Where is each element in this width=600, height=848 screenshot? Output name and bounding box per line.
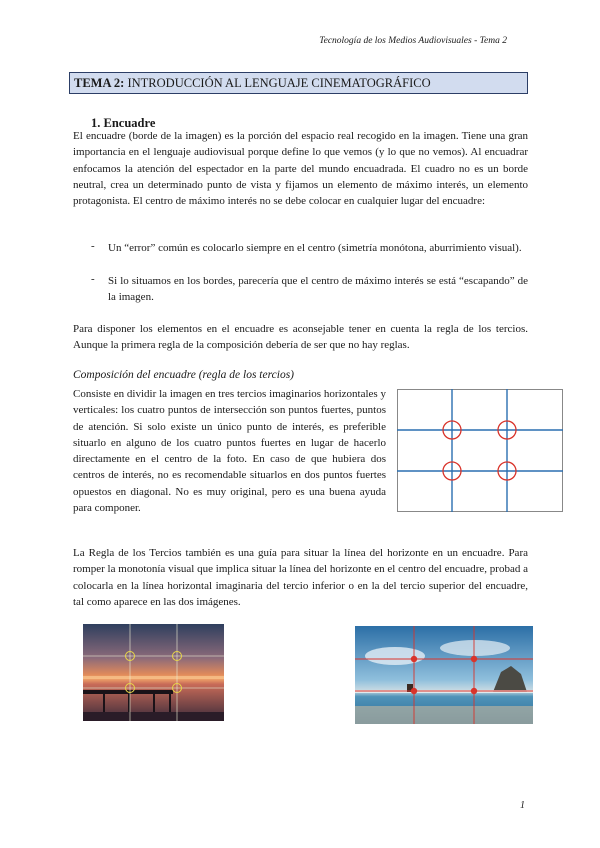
rule-paragraph: Para disponer los elementos en el encuadre es aconsejable tener en cuenta la regla de los tercios. Aunque la primera regla de la composición debería de ser que no hay reglas. (73, 323, 528, 352)
diagram-frame (398, 390, 563, 512)
section-heading: 1. Encuadre (91, 116, 156, 130)
composition-subheading: Composición del encuadre (regla de los tercios) (73, 369, 295, 381)
chapter-title: INTRODUCCIÓN AL LENGUAJE CINEMATOGRÁFICO (124, 76, 431, 90)
chapter-label: TEMA 2: (74, 76, 125, 90)
page-number: 1 (520, 800, 525, 811)
bullet-item-edges: Si lo situamos en los bordes, parecería que el centro de máximo interés se está “escapando” de la imagen. (108, 275, 528, 304)
bullet-marker: - (91, 273, 95, 285)
composition-paragraph: Consiste en dividir la imagen en tres tercios imaginarios horizontales y verticales: los cuatro puntos de intersección son puntos fuertes, puntos de atención. Si solo existe un único punto de interés, es preferible situarlo en alguno de los cuatro puntos fuertes en lugar de hacerlo directamente en el centro de la foto. En caso de que hubiera dos centros de interés, no es recomendable situarlos en dos puntos fuertes opuestos en diagonal. No es muy original, pero es una buena ayuda para componer. (73, 388, 386, 515)
chapter-title-box (69, 72, 528, 94)
bullet-item-center-error: Un “error” común es colocarlo siempre en el centro (simetría monótona, aburrimiento visual). (108, 242, 522, 254)
intro-paragraph: El encuadre (borde de la imagen) es la porción del espacio real recogido en la imagen. Tiene una gran importancia en el lenguaje audiovisual porque define lo que vemos (y lo que no vemos). Al encuadrar enfocamos la atención del espectador en la parte del mundo encuadrada. El cuadro no es un borde neutral, crea un determinado punto de vista y fijamos un elemento de máximo interés, un elemento protagonista. El centro de máximo interés no se debe colocar en cualquier lugar del encuadre: (73, 130, 528, 208)
horizon-paragraph: La Regla de los Tercios también es una guía para situar la línea del horizonte en un encuadre. Para romper la monotonía visual que implica situar la línea del horizonte en el centro del encuadre, probad a colocarla en la línea horizontal imaginaria del tercio inferior o en la del tercio superior del encuadre, tal como aparece en las dos imágenes. (73, 547, 528, 608)
sunset-pier-photo (83, 624, 224, 721)
bullet-marker: - (91, 240, 95, 252)
running-header: Tecnología de los Medios Audiovisuales - Tema 2 (319, 36, 507, 46)
rule-of-thirds-diagram (397, 389, 563, 512)
beach-rock-photo (355, 626, 533, 724)
